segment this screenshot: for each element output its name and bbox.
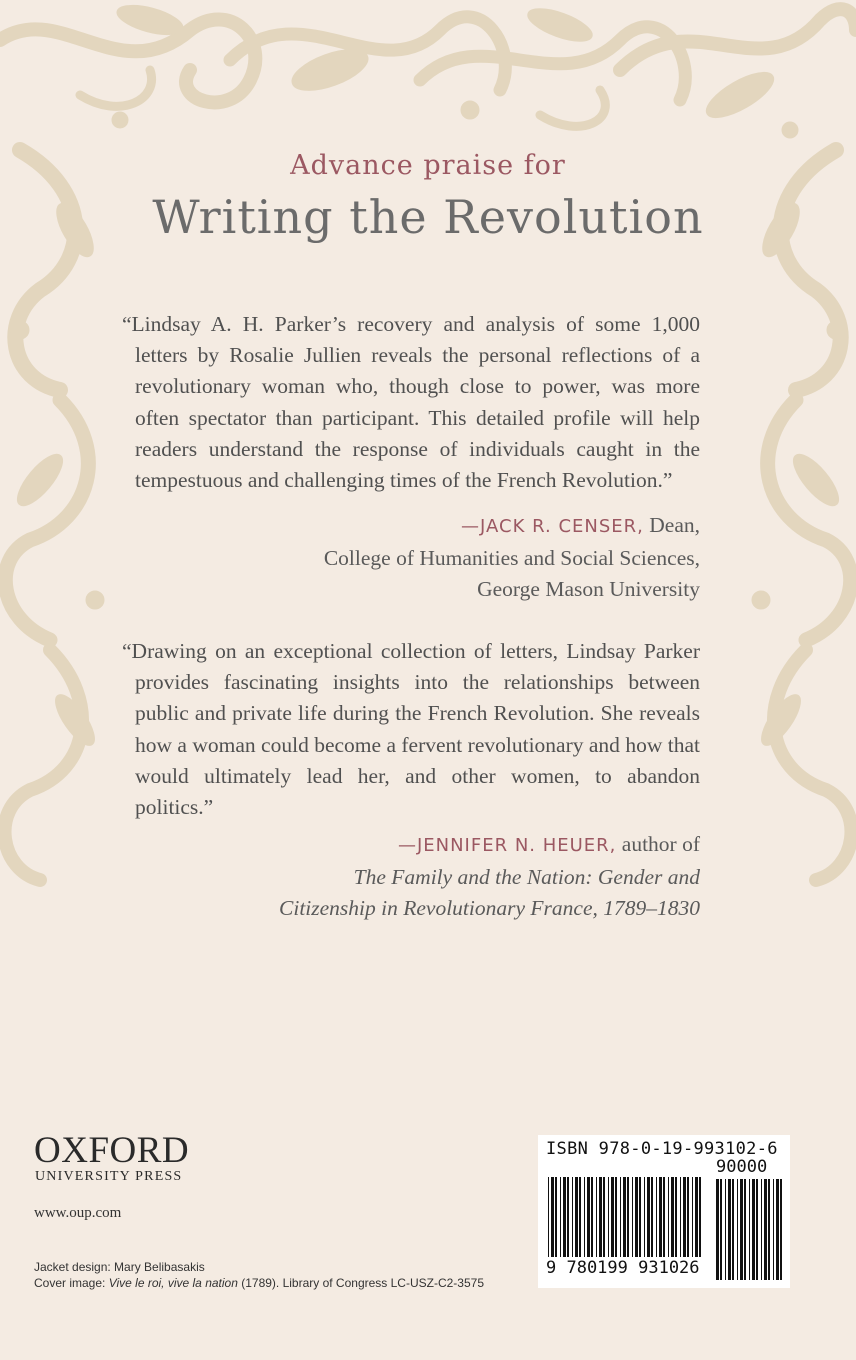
attribution-book-title [279, 862, 700, 894]
cover-image-credit [34, 1275, 484, 1291]
price-code-bars [716, 1179, 782, 1280]
barcode-bar [567, 1177, 569, 1257]
oxford-logo: OXFORD [34, 1130, 190, 1171]
barcode-bar [647, 1177, 650, 1257]
barcode-bar [623, 1177, 626, 1257]
barcode-bar [608, 1177, 609, 1257]
barcode-bar [611, 1177, 614, 1257]
praise-quote-1 [122, 309, 700, 496]
barcode-bar [675, 1177, 677, 1257]
quote-attribution-1 [324, 510, 700, 606]
barcode-bar [560, 1177, 561, 1257]
jacket-design-credit: Jacket design: Mary Belibasakis [34, 1260, 205, 1274]
barcode-bar [596, 1177, 597, 1257]
barcode-bar [761, 1179, 762, 1280]
barcode-bar [620, 1177, 621, 1257]
barcode-bar [584, 1177, 585, 1257]
cover-image-label: Cover image: [34, 1276, 109, 1290]
barcode-bar [651, 1177, 653, 1257]
attribution-name: —JENNIFER N. HEUER, [397, 835, 617, 856]
barcode-bar [575, 1177, 578, 1257]
publisher-website: www.oup.com [34, 1205, 122, 1221]
barcode-bar [720, 1179, 722, 1280]
barcode-bar [671, 1177, 674, 1257]
barcode-bar [695, 1177, 698, 1257]
book-title-line: The Family and the Nation: Gender and [353, 864, 700, 889]
attribution-name: —JACK R. CENSER, [461, 516, 644, 537]
praise-quote-2 [122, 636, 700, 823]
cover-image-title: Vive le roi, vive la nation [108, 1276, 238, 1290]
barcode-bar [572, 1177, 573, 1257]
price-code-text: 90000 [716, 1157, 768, 1177]
barcode-bar [615, 1177, 617, 1257]
quote-attribution-2 [279, 829, 700, 925]
barcode-bar [740, 1179, 743, 1280]
barcode-bar [776, 1179, 779, 1280]
barcode-bar [603, 1177, 605, 1257]
book-title-line: Citizenship in Revolutionary France, 1789–1830 [279, 896, 700, 920]
attribution-affiliation: George Mason University [477, 577, 700, 601]
barcode-bar [579, 1177, 581, 1257]
barcode-bar [744, 1179, 746, 1280]
ean-number-text: 9 780199 931026 [546, 1258, 700, 1278]
barcode-bar [725, 1179, 726, 1280]
barcode-bar [587, 1177, 590, 1257]
barcode-bar [699, 1177, 701, 1257]
barcode-bar [563, 1177, 566, 1257]
barcode-bar [548, 1177, 549, 1257]
barcode-bar [773, 1179, 774, 1280]
book-title: Writing the Revolution [152, 190, 704, 244]
barcode-bar [732, 1179, 734, 1280]
barcode-bar [659, 1177, 662, 1257]
barcode-bar [635, 1177, 638, 1257]
university-press-label: UNIVERSITY PRESS [35, 1169, 183, 1184]
barcode-bar [728, 1179, 731, 1280]
barcode-bar [680, 1177, 681, 1257]
barcode-bar [764, 1179, 767, 1280]
barcode-bar [756, 1179, 758, 1280]
isbn-barcode [538, 1135, 790, 1288]
attribution-line [279, 829, 700, 862]
praise-label: Advance praise for [290, 150, 566, 181]
barcode-bar [551, 1177, 554, 1257]
attribution-book-title [279, 893, 700, 925]
quote-text: “Lindsay A. H. Parker’s recovery and analysis of some 1,000 letters by Rosalie Jullien reveals the personal reflections of a revolutionary woman who, though close to power, was more often spectator than participant. This detailed profile will help readers understand the response of individuals caught in the tempestuous and challenging times of the French Revolution.” [122, 312, 700, 493]
barcode-bar [737, 1179, 738, 1280]
cover-image-source: (1789). Library of Congress LC-USZ-C2-3575 [237, 1276, 484, 1290]
barcode-bar [668, 1177, 669, 1257]
barcode-bar [716, 1179, 719, 1280]
barcode-bar [656, 1177, 657, 1257]
barcode-bar [663, 1177, 665, 1257]
quote-text: “Drawing on an exceptional collection of letters, Lindsay Parker provides fascinating insights into the relationships between public and private life during the French Revolution. She reveals how a woman could become a fervent revolutionary and how that would ultimately lead her, and other women, to abandon politics.” [122, 639, 700, 820]
barcode-bar [752, 1179, 755, 1280]
barcode-bar [555, 1177, 557, 1257]
barcode-bar [749, 1179, 750, 1280]
barcode-bar [627, 1177, 629, 1257]
barcode-bar [692, 1177, 693, 1257]
barcode-bar [687, 1177, 689, 1257]
barcode-bar [599, 1177, 602, 1257]
barcode-bar [632, 1177, 633, 1257]
attribution-affiliation: College of Humanities and Social Sciences, [323, 545, 700, 570]
attribution-role: Dean, [643, 513, 700, 537]
barcode-bar [644, 1177, 645, 1257]
ean-bars [548, 1177, 701, 1257]
attribution-role: author of [616, 832, 700, 856]
barcode-bar [639, 1177, 641, 1257]
attribution-line [324, 510, 700, 543]
jacket-credits [34, 1259, 484, 1291]
isbn-text: ISBN 978-0-19-993102-6 [546, 1139, 778, 1159]
barcode-bar [591, 1177, 593, 1257]
barcode-bar [683, 1177, 686, 1257]
barcode-bar [768, 1179, 770, 1280]
barcode-bar [780, 1179, 782, 1280]
